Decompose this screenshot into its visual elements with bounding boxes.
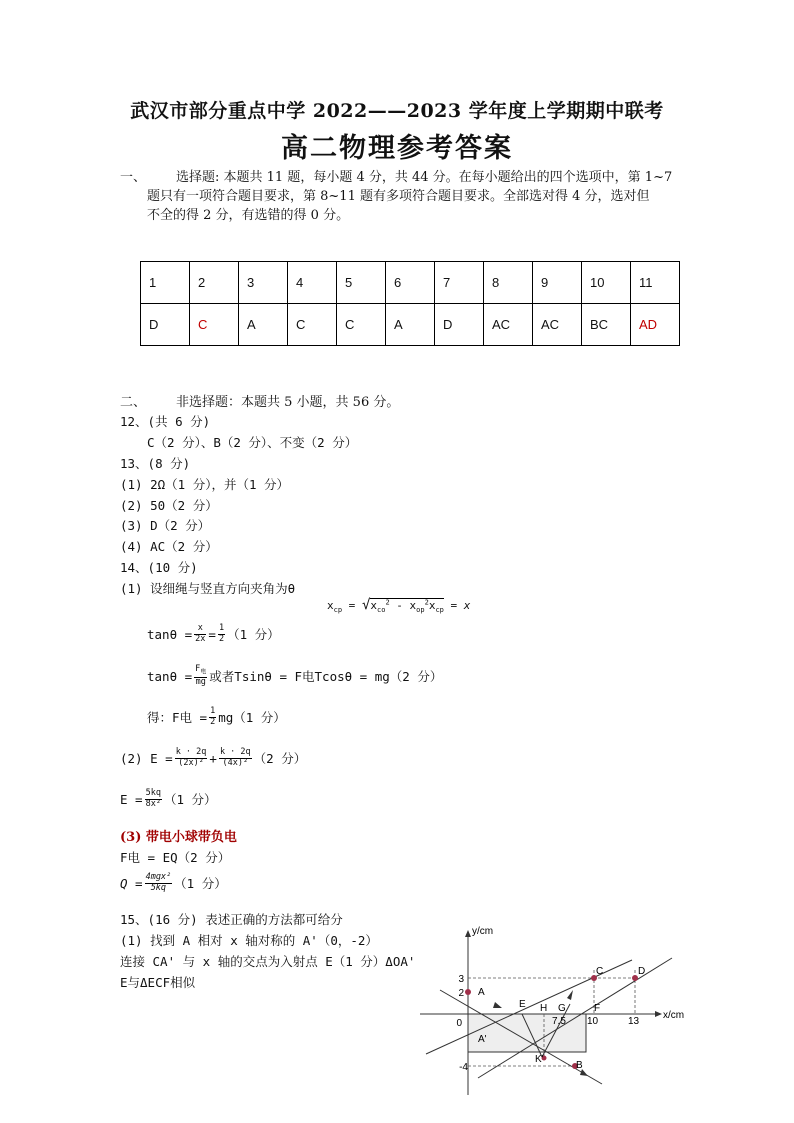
q15-line1: (1) 找到 A 相对 x 轴对称的 A'（0，-2） xyxy=(120,933,378,948)
point-a xyxy=(465,989,471,995)
answer-cell: D xyxy=(141,304,190,346)
eq1-mid: = xyxy=(208,626,216,642)
q15-line2: 连接 CA' 与 x 轴的交点为入射点 E（1 分）ΔOA' xyxy=(120,954,416,969)
section2-label: 二、 xyxy=(120,395,147,410)
section1-line3: 不全的得 2 分，有选错的得 0 分。 xyxy=(147,208,350,223)
fraction: $\frac{k \cdot 2q}{\text{(2x)²}}$ xyxy=(175,747,207,768)
fraction: $\frac{5kq}{\text{8x²}}$ xyxy=(145,788,161,809)
shaded-region xyxy=(468,1014,586,1052)
q14-head: 14、(10 分) xyxy=(120,560,198,575)
arrow-icon xyxy=(567,990,573,1000)
y-tick-2: 2 xyxy=(458,988,464,999)
eq5-lhs: E = xyxy=(120,791,143,807)
x-tick-7-5: 7.5 xyxy=(552,1016,566,1027)
y-axis-arrow-icon xyxy=(465,930,471,937)
question-number: 8 xyxy=(484,262,533,304)
fraction: $\frac{\text{4mgx²}}{5kq}$ xyxy=(145,872,172,893)
section1-label: 一、 xyxy=(120,170,147,185)
point-label-e: E xyxy=(519,999,526,1010)
answer-cell: A xyxy=(239,304,288,346)
eq4-lhs: (2) E = xyxy=(120,750,173,766)
q14-eq6: F电 = EQ（2 分） xyxy=(120,850,231,865)
table-row-numbers xyxy=(141,262,680,304)
x-tick-13: 13 xyxy=(628,1016,640,1027)
answer-cell: C xyxy=(288,304,337,346)
q13-line: (3) D（2 分） xyxy=(120,518,211,533)
table-row-answers xyxy=(141,304,680,346)
q14-eq5 xyxy=(120,789,217,810)
answer-cell: C xyxy=(337,304,386,346)
x-tick-10: 10 xyxy=(587,1016,599,1027)
eq2-tail: 或者Tsinθ = F电Tcosθ = mg（2 分） xyxy=(209,669,443,685)
point-label-b: B xyxy=(576,1060,583,1071)
point-label-f: F xyxy=(594,1003,601,1014)
question-number: 2 xyxy=(190,262,239,304)
q14-eq1 xyxy=(147,624,280,645)
question-number: 9 xyxy=(533,262,582,304)
eq3-tail: mg（1 分） xyxy=(218,710,286,726)
eq4-tail: （2 分） xyxy=(253,751,307,767)
origin-label: 0 xyxy=(456,1018,462,1029)
stray-formula-result: x xyxy=(463,599,471,612)
answer-cell: AD xyxy=(631,304,680,346)
q13-head: 13、(8 分) xyxy=(120,456,191,471)
reflection-diagram xyxy=(420,920,700,1105)
point-label-a: A xyxy=(478,987,485,998)
fraction: $\frac{F_电}{mg}$ xyxy=(195,664,207,687)
q15-line3: E与ΔECF相似 xyxy=(120,975,196,990)
q14-eq3 xyxy=(147,707,286,728)
eq4-plus: + xyxy=(209,750,217,766)
eq7-lhs: Q = xyxy=(120,875,143,891)
y-tick-3: 3 xyxy=(458,974,464,985)
q13-line: (1) 2Ω（1 分），并（1 分） xyxy=(120,477,290,492)
point-label-h: H xyxy=(540,1003,548,1014)
question-number: 5 xyxy=(337,262,386,304)
question-number: 7 xyxy=(435,262,484,304)
point-label-g: G xyxy=(558,1003,566,1014)
answer-cell: AC xyxy=(533,304,582,346)
arrow-icon xyxy=(493,1002,502,1008)
q12-head: 12、(共 6 分) xyxy=(120,414,211,429)
eq5-tail: （1 分） xyxy=(163,792,217,808)
q13-line: (2) 50（2 分） xyxy=(120,498,218,513)
q13-line: (4) AC（2 分） xyxy=(120,539,218,554)
fraction: $\frac{1}{2}$ xyxy=(218,623,225,644)
answer-table xyxy=(140,261,680,346)
fraction: $\frac{k \cdot 2q}{\text{(4x)²}}$ xyxy=(219,747,251,768)
x-axis-arrow-icon xyxy=(655,1011,662,1017)
stray-formula: $x_{cp} = √x_{co}^2 - x_{op}^2x_{cp} = x$ xyxy=(327,597,471,615)
section1-line2: 题只有一项符合题目要求，第 8~11 题有多项符合题目要求。全部选对得 4 分，选对但 xyxy=(147,189,650,204)
q14-eq2 xyxy=(147,665,442,687)
eq3-lhs: 得：F电 = xyxy=(147,710,208,726)
q14-part3 xyxy=(120,826,237,845)
x-axis-label: x/cm xyxy=(663,1010,685,1021)
eq2-lhs: tanθ = xyxy=(147,668,193,684)
question-number: 4 xyxy=(288,262,337,304)
q14-part3-text: (3) 带电小球带负电 xyxy=(120,830,237,845)
question-number: 6 xyxy=(386,262,435,304)
question-number: 1 xyxy=(141,262,190,304)
fraction: $\frac{x}{2x}$ xyxy=(195,623,206,644)
answer-cell: D xyxy=(435,304,484,346)
answer-cell: C xyxy=(190,304,239,346)
q14-eq7 xyxy=(120,873,227,894)
answer-cell: AC xyxy=(484,304,533,346)
eq1-lhs: tanθ = xyxy=(147,626,193,642)
section1-line1: 选择题: 本题共 11 题，每小题 4 分，共 44 分。在每小题给出的四个选项中，第 1~7 xyxy=(176,170,673,185)
y-axis-label: y/cm xyxy=(472,926,494,937)
question-number: 10 xyxy=(582,262,631,304)
q14-eq4 xyxy=(120,748,306,769)
section2-text: 非选择题：本题共 5 小题，共 56 分。 xyxy=(176,395,400,410)
fraction: $\frac{1}{2}$ xyxy=(210,706,216,727)
q12-answer: C（2 分）、B（2 分）、不变（2 分） xyxy=(147,435,358,450)
eq7-tail: （1 分） xyxy=(174,876,227,892)
answer-cell: BC xyxy=(582,304,631,346)
answer-cell: A xyxy=(386,304,435,346)
q15-head: 15、(16 分) 表述正确的方法都可给分 xyxy=(120,912,343,927)
answer-key-subtitle: 高二物理参考答案 xyxy=(281,133,513,164)
exam-title: 武汉市部分重点中学 2022——2023 学年度上学期期中联考 xyxy=(130,100,664,122)
q14-part1: (1) 设细绳与竖直方向夹角为θ xyxy=(120,581,296,596)
question-number: 3 xyxy=(239,262,288,304)
point-label-a-prime: A' xyxy=(478,1034,487,1045)
point-label-d: D xyxy=(638,966,646,977)
eq1-tail: （1 分） xyxy=(227,627,280,643)
point-label-c: C xyxy=(596,966,604,977)
point-label-k-prime: K' xyxy=(535,1054,544,1065)
y-tick-neg4: -4 xyxy=(459,1062,468,1073)
question-number: 11 xyxy=(631,262,680,304)
